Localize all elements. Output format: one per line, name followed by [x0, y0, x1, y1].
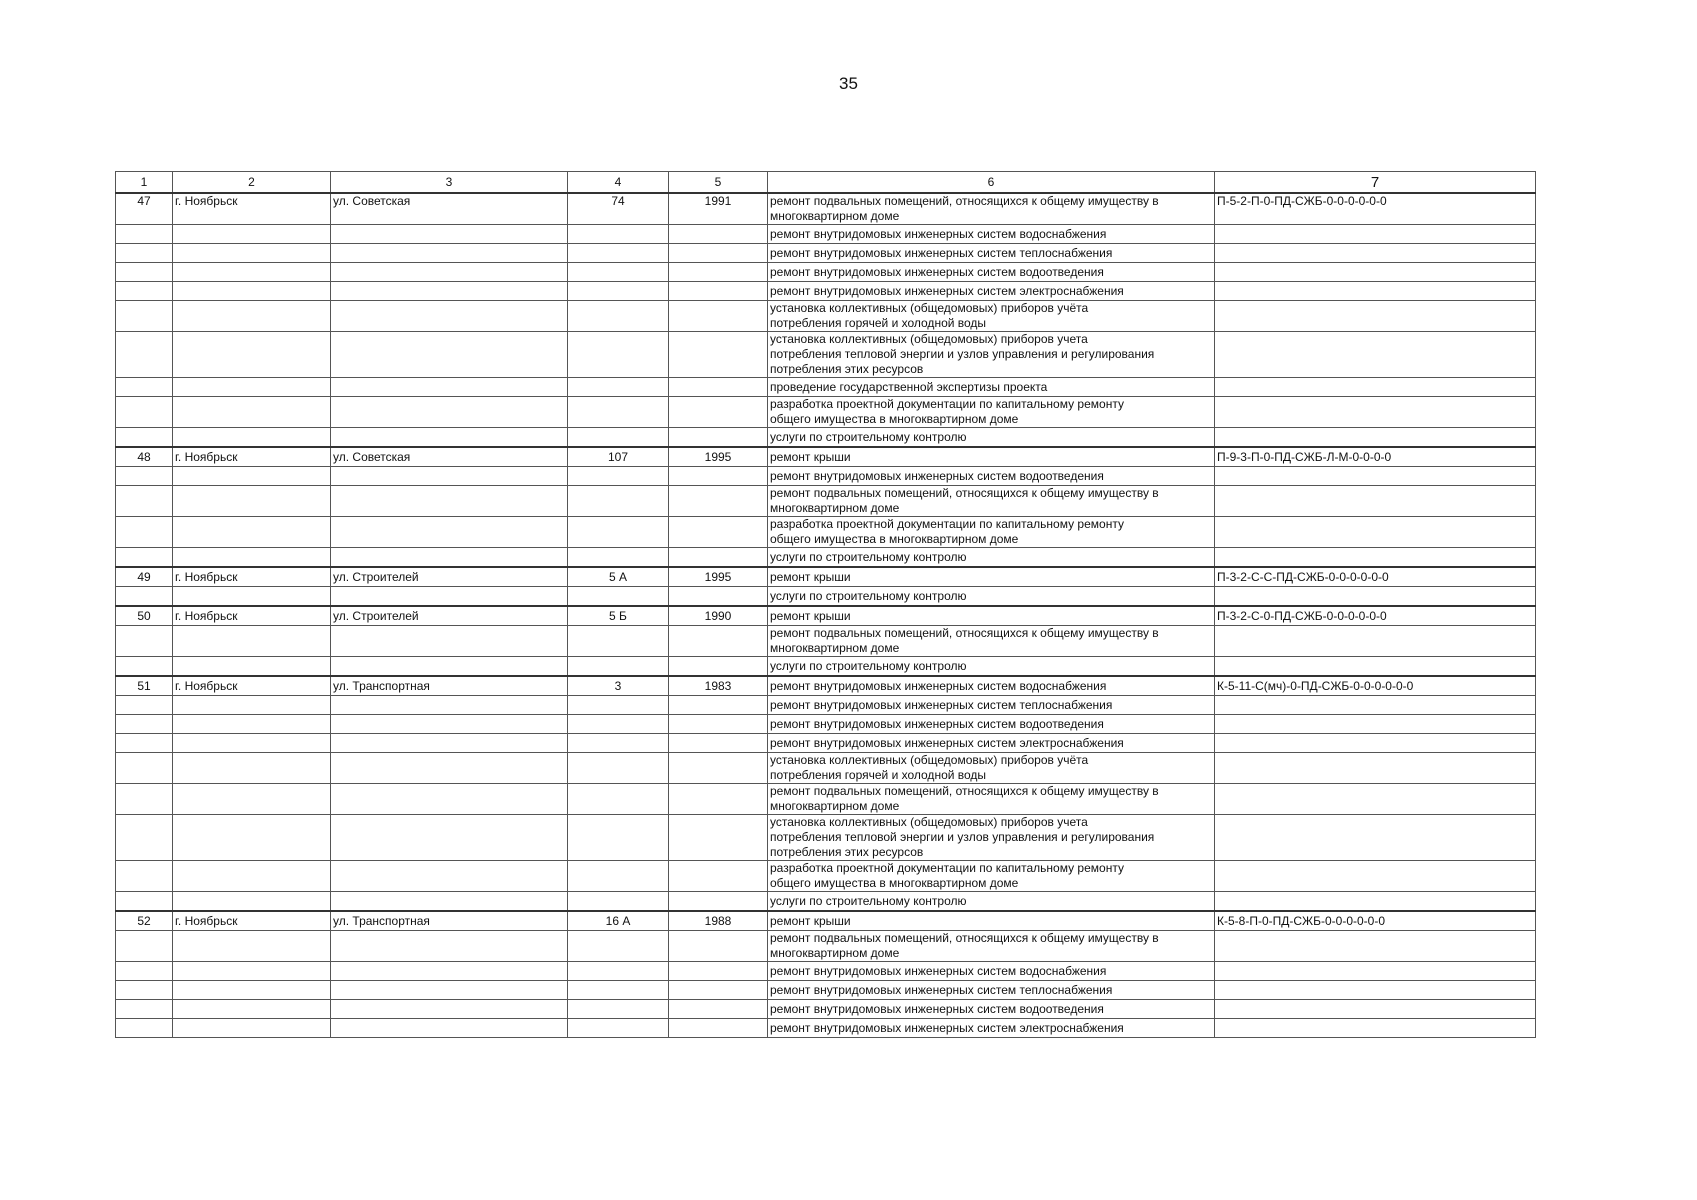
cell-work: ремонт внутридомовых инженерных систем электроснабжения [768, 282, 1215, 301]
cell-city [173, 548, 331, 568]
cell-street [331, 962, 568, 981]
cell-street [331, 753, 568, 784]
cell-house [568, 244, 669, 263]
cell-code [1215, 626, 1536, 657]
cell-year [669, 263, 768, 282]
table-row [116, 931, 1536, 962]
cell-year [669, 282, 768, 301]
cell-street: ул. Транспортная [331, 911, 568, 931]
cell-city: г. Ноябрьск [173, 911, 331, 931]
cell-code [1215, 892, 1536, 912]
cell-work: услуги по строительному контролю [768, 657, 1215, 677]
cell-work: ремонт внутридомовых инженерных систем водоотведения [768, 263, 1215, 282]
table-row [116, 301, 1536, 332]
cell-code [1215, 587, 1536, 607]
table-row [116, 981, 1536, 1000]
cell-year [669, 467, 768, 486]
cell-house [568, 753, 669, 784]
cell-work: проведение государственной экспертизы проекта [768, 378, 1215, 397]
cell-city [173, 657, 331, 677]
cell-number [116, 1019, 173, 1038]
cell-year: 1995 [669, 447, 768, 467]
cell-house [568, 548, 669, 568]
cell-number [116, 753, 173, 784]
cell-street [331, 734, 568, 753]
table-row [116, 447, 1536, 467]
cell-number [116, 225, 173, 244]
table-row [116, 193, 1536, 225]
cell-number: 47 [116, 193, 173, 225]
cell-city [173, 981, 331, 1000]
cell-number: 50 [116, 606, 173, 626]
cell-work: разработка проектной документации по капитальному ремонту общего имущества в многоквартирном доме [768, 861, 1215, 892]
cell-street: ул. Транспортная [331, 676, 568, 696]
table-row [116, 587, 1536, 607]
table-row [116, 225, 1536, 244]
cell-street [331, 467, 568, 486]
cell-code: К-5-8-П-0-ПД-СЖБ-0-0-0-0-0-0 [1215, 911, 1536, 931]
cell-street [331, 981, 568, 1000]
cell-city [173, 282, 331, 301]
cell-work: ремонт подвальных помещений, относящихся к общему имуществу в многоквартирном доме [768, 193, 1215, 225]
cell-work: ремонт крыши [768, 447, 1215, 467]
cell-street [331, 587, 568, 607]
cell-code [1215, 753, 1536, 784]
cell-number [116, 378, 173, 397]
cell-number [116, 486, 173, 517]
col-header-1: 1 [116, 172, 173, 194]
cell-house [568, 734, 669, 753]
cell-street [331, 244, 568, 263]
cell-house: 3 [568, 676, 669, 696]
cell-city [173, 332, 331, 378]
cell-code [1215, 1019, 1536, 1038]
cell-work: ремонт крыши [768, 606, 1215, 626]
cell-city [173, 428, 331, 448]
cell-house [568, 397, 669, 428]
cell-house [568, 657, 669, 677]
table-row [116, 378, 1536, 397]
cell-city [173, 517, 331, 548]
cell-street [331, 548, 568, 568]
cell-code [1215, 1000, 1536, 1019]
cell-street [331, 815, 568, 861]
cell-code [1215, 931, 1536, 962]
table-row [116, 244, 1536, 263]
cell-year [669, 332, 768, 378]
cell-number: 51 [116, 676, 173, 696]
cell-street: ул. Строителей [331, 606, 568, 626]
cell-year [669, 861, 768, 892]
cell-year [669, 548, 768, 568]
cell-work: разработка проектной документации по капитальному ремонту общего имущества в многоквартирном доме [768, 517, 1215, 548]
cell-street [331, 657, 568, 677]
cell-number [116, 397, 173, 428]
table-row [116, 548, 1536, 568]
cell-city [173, 301, 331, 332]
table-row [116, 1000, 1536, 1019]
cell-number [116, 657, 173, 677]
col-header-2: 2 [173, 172, 331, 194]
cell-number [116, 861, 173, 892]
cell-house: 16 А [568, 911, 669, 931]
cell-work: ремонт подвальных помещений, относящихся к общему имуществу в многоквартирном доме [768, 784, 1215, 815]
cell-code [1215, 263, 1536, 282]
cell-number [116, 332, 173, 378]
cell-street [331, 225, 568, 244]
cell-code [1215, 784, 1536, 815]
cell-code: П-3-2-С-0-ПД-СЖБ-0-0-0-0-0-0 [1215, 606, 1536, 626]
cell-year [669, 626, 768, 657]
table-row [116, 753, 1536, 784]
cell-house [568, 981, 669, 1000]
cell-number [116, 696, 173, 715]
cell-code [1215, 397, 1536, 428]
cell-house [568, 517, 669, 548]
cell-city [173, 378, 331, 397]
cell-year [669, 784, 768, 815]
cell-city [173, 486, 331, 517]
cell-code [1215, 332, 1536, 378]
cell-number [116, 467, 173, 486]
cell-year: 1995 [669, 567, 768, 587]
cell-street [331, 301, 568, 332]
cell-code [1215, 378, 1536, 397]
cell-house [568, 784, 669, 815]
cell-street [331, 1019, 568, 1038]
cell-number [116, 981, 173, 1000]
page-number: 35 [839, 74, 858, 93]
cell-city [173, 962, 331, 981]
cell-code [1215, 301, 1536, 332]
col-header-7: 7 [1215, 172, 1536, 194]
cell-year [669, 657, 768, 677]
cell-number [116, 784, 173, 815]
cell-number [116, 244, 173, 263]
table-row [116, 517, 1536, 548]
cell-house [568, 861, 669, 892]
cell-house: 5 А [568, 567, 669, 587]
cell-work: ремонт внутридомовых инженерных систем водоотведения [768, 715, 1215, 734]
cell-number [116, 815, 173, 861]
table-row [116, 911, 1536, 931]
cell-city: г. Ноябрьск [173, 567, 331, 587]
cell-work: установка коллективных (общедомовых) приборов учета потребления тепловой энергии и узлов управления и регулирования потребления этих ресурсов [768, 815, 1215, 861]
cell-work: установка коллективных (общедомовых) приборов учёта потребления горячей и холодной воды [768, 753, 1215, 784]
cell-work: установка коллективных (общедомовых) приборов учета потребления тепловой энергии и узлов управления и регулирования потребления этих ресурсов [768, 332, 1215, 378]
cell-number [116, 1000, 173, 1019]
cell-house [568, 486, 669, 517]
cell-house [568, 696, 669, 715]
cell-code: П-9-3-П-0-ПД-СЖБ-Л-М-0-0-0-0 [1215, 447, 1536, 467]
cell-city [173, 861, 331, 892]
cell-code: К-5-11-С(мч)-0-ПД-СЖБ-0-0-0-0-0-0 [1215, 676, 1536, 696]
cell-number [116, 715, 173, 734]
cell-code [1215, 861, 1536, 892]
cell-house [568, 962, 669, 981]
cell-year [669, 696, 768, 715]
table-row [116, 734, 1536, 753]
cell-year: 1990 [669, 606, 768, 626]
cell-work: ремонт крыши [768, 567, 1215, 587]
cell-year [669, 962, 768, 981]
cell-house [568, 282, 669, 301]
cell-city [173, 892, 331, 912]
cell-year [669, 931, 768, 962]
cell-street [331, 378, 568, 397]
cell-street: ул. Строителей [331, 567, 568, 587]
cell-work: услуги по строительному контролю [768, 587, 1215, 607]
cell-code [1215, 282, 1536, 301]
cell-code [1215, 244, 1536, 263]
cell-work: услуги по строительному контролю [768, 892, 1215, 912]
cell-city [173, 715, 331, 734]
cell-city [173, 244, 331, 263]
cell-street [331, 892, 568, 912]
cell-code [1215, 696, 1536, 715]
cell-city [173, 1000, 331, 1019]
table-row [116, 332, 1536, 378]
cell-work: ремонт внутридомовых инженерных систем электроснабжения [768, 734, 1215, 753]
cell-street [331, 626, 568, 657]
cell-number [116, 548, 173, 568]
cell-house [568, 892, 669, 912]
table-row [116, 486, 1536, 517]
cell-house [568, 931, 669, 962]
cell-number [116, 301, 173, 332]
cell-house [568, 225, 669, 244]
table-body [116, 193, 1536, 1038]
cell-number [116, 626, 173, 657]
cell-work: разработка проектной документации по капитальному ремонту общего имущества в многоквартирном доме [768, 397, 1215, 428]
table-header [116, 172, 1536, 194]
cell-city [173, 931, 331, 962]
cell-house [568, 378, 669, 397]
cell-code [1215, 734, 1536, 753]
cell-house [568, 1019, 669, 1038]
cell-street [331, 263, 568, 282]
table-row [116, 784, 1536, 815]
table-row [116, 696, 1536, 715]
cell-code [1215, 428, 1536, 448]
cell-year [669, 753, 768, 784]
works-table [115, 171, 1536, 1038]
cell-city: г. Ноябрьск [173, 447, 331, 467]
cell-number [116, 931, 173, 962]
table-row [116, 282, 1536, 301]
cell-code: П-5-2-П-0-ПД-СЖБ-0-0-0-0-0-0 [1215, 193, 1536, 225]
cell-work: ремонт внутридомовых инженерных систем теплоснабжения [768, 244, 1215, 263]
cell-city: г. Ноябрьск [173, 606, 331, 626]
col-header-4: 4 [568, 172, 669, 194]
cell-year [669, 1000, 768, 1019]
cell-city [173, 397, 331, 428]
cell-street [331, 715, 568, 734]
cell-street [331, 1000, 568, 1019]
cell-city: г. Ноябрьск [173, 676, 331, 696]
table-row [116, 428, 1536, 448]
cell-number [116, 587, 173, 607]
table-row [116, 1019, 1536, 1038]
cell-work: ремонт внутридомовых инженерных систем водоотведения [768, 467, 1215, 486]
col-header-3: 3 [331, 172, 568, 194]
cell-code [1215, 815, 1536, 861]
cell-year [669, 517, 768, 548]
cell-city [173, 784, 331, 815]
cell-code [1215, 981, 1536, 1000]
cell-house [568, 263, 669, 282]
cell-year [669, 301, 768, 332]
cell-year [669, 397, 768, 428]
cell-house [568, 715, 669, 734]
cell-work: ремонт внутридомовых инженерных систем водоснабжения [768, 676, 1215, 696]
cell-year [669, 244, 768, 263]
cell-code [1215, 225, 1536, 244]
cell-code [1215, 517, 1536, 548]
cell-year [669, 378, 768, 397]
cell-work: услуги по строительному контролю [768, 548, 1215, 568]
cell-year [669, 981, 768, 1000]
cell-city [173, 587, 331, 607]
cell-city [173, 696, 331, 715]
cell-number [116, 263, 173, 282]
cell-work: ремонт крыши [768, 911, 1215, 931]
cell-year [669, 1019, 768, 1038]
cell-work: установка коллективных (общедомовых) приборов учёта потребления горячей и холодной воды [768, 301, 1215, 332]
col-header-5: 5 [669, 172, 768, 194]
table-row [116, 397, 1536, 428]
cell-code [1215, 486, 1536, 517]
cell-number [116, 517, 173, 548]
table-row [116, 962, 1536, 981]
cell-number [116, 892, 173, 912]
cell-city [173, 1019, 331, 1038]
cell-code [1215, 962, 1536, 981]
table-row [116, 626, 1536, 657]
cell-code [1215, 548, 1536, 568]
cell-number: 52 [116, 911, 173, 931]
cell-work: ремонт подвальных помещений, относящихся к общему имуществу в многоквартирном доме [768, 486, 1215, 517]
cell-year [669, 892, 768, 912]
cell-work: ремонт подвальных помещений, относящихся к общему имуществу в многоквартирном доме [768, 931, 1215, 962]
cell-year [669, 225, 768, 244]
cell-number [116, 428, 173, 448]
cell-house: 5 Б [568, 606, 669, 626]
cell-street [331, 931, 568, 962]
cell-city [173, 815, 331, 861]
cell-work: ремонт внутридомовых инженерных систем теплоснабжения [768, 981, 1215, 1000]
table-row [116, 676, 1536, 696]
cell-number [116, 962, 173, 981]
table-row [116, 467, 1536, 486]
cell-number: 48 [116, 447, 173, 467]
cell-street [331, 332, 568, 378]
cell-work: ремонт внутридомовых инженерных систем электроснабжения [768, 1019, 1215, 1038]
table-row [116, 715, 1536, 734]
cell-work: ремонт подвальных помещений, относящихся к общему имуществу в многоквартирном доме [768, 626, 1215, 657]
cell-year [669, 587, 768, 607]
table-row [116, 657, 1536, 677]
cell-house [568, 301, 669, 332]
table-row [116, 815, 1536, 861]
cell-city [173, 263, 331, 282]
col-header-6: 6 [768, 172, 1215, 194]
cell-city [173, 626, 331, 657]
cell-code [1215, 657, 1536, 677]
cell-year: 1983 [669, 676, 768, 696]
cell-year: 1988 [669, 911, 768, 931]
cell-house [568, 587, 669, 607]
table-row [116, 567, 1536, 587]
cell-street [331, 696, 568, 715]
cell-house [568, 1000, 669, 1019]
cell-code: П-3-2-С-С-ПД-СЖБ-0-0-0-0-0-0 [1215, 567, 1536, 587]
table-row [116, 606, 1536, 626]
cell-work: ремонт внутридомовых инженерных систем теплоснабжения [768, 696, 1215, 715]
table-row [116, 263, 1536, 282]
cell-house: 74 [568, 193, 669, 225]
cell-work: ремонт внутридомовых инженерных систем водоснабжения [768, 962, 1215, 981]
cell-street: ул. Советская [331, 447, 568, 467]
cell-street: ул. Советская [331, 193, 568, 225]
cell-code [1215, 467, 1536, 486]
cell-number: 49 [116, 567, 173, 587]
cell-city: г. Ноябрьск [173, 193, 331, 225]
cell-number [116, 282, 173, 301]
table-row [116, 861, 1536, 892]
cell-street [331, 861, 568, 892]
cell-street [331, 428, 568, 448]
table-row [116, 892, 1536, 912]
cell-year [669, 715, 768, 734]
cell-work: ремонт внутридомовых инженерных систем водоотведения [768, 1000, 1215, 1019]
cell-street [331, 397, 568, 428]
cell-work: услуги по строительному контролю [768, 428, 1215, 448]
cell-city [173, 225, 331, 244]
cell-city [173, 734, 331, 753]
cell-year: 1991 [669, 193, 768, 225]
cell-year [669, 734, 768, 753]
cell-city [173, 753, 331, 784]
cell-number [116, 734, 173, 753]
header-row [116, 172, 1536, 194]
cell-year [669, 486, 768, 517]
cell-house [568, 815, 669, 861]
cell-street [331, 282, 568, 301]
cell-year [669, 815, 768, 861]
cell-street [331, 784, 568, 815]
cell-city [173, 467, 331, 486]
cell-work: ремонт внутридомовых инженерных систем водоснабжения [768, 225, 1215, 244]
cell-house [568, 467, 669, 486]
cell-house [568, 428, 669, 448]
cell-house [568, 626, 669, 657]
cell-street [331, 517, 568, 548]
cell-house: 107 [568, 447, 669, 467]
cell-house [568, 332, 669, 378]
cell-street [331, 486, 568, 517]
cell-year [669, 428, 768, 448]
cell-code [1215, 715, 1536, 734]
